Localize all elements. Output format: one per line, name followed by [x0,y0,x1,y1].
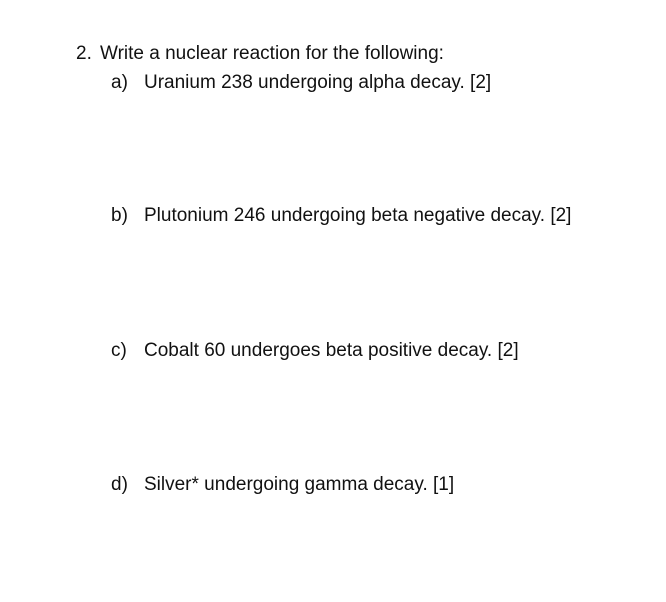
question-part-c [111,341,519,360]
part-text: Cobalt 60 undergoes beta positive decay. [2] [144,340,519,361]
question-part-b [111,206,571,225]
part-text: Plutonium 246 undergoing beta negative decay. [2] [144,205,572,226]
part-text: Uranium 238 undergoing alpha decay. [2] [144,72,492,93]
question-part-a [111,73,491,92]
part-label: d) [111,474,128,495]
part-label: c) [111,340,127,361]
question-header [76,44,444,63]
part-text: Silver* undergoing gamma decay. [1] [144,474,455,495]
question-number: 2. [76,43,92,64]
part-label: a) [111,72,128,93]
question-part-d [111,475,454,494]
question-prompt: Write a nuclear reaction for the following: [100,43,444,64]
part-label: b) [111,205,128,226]
